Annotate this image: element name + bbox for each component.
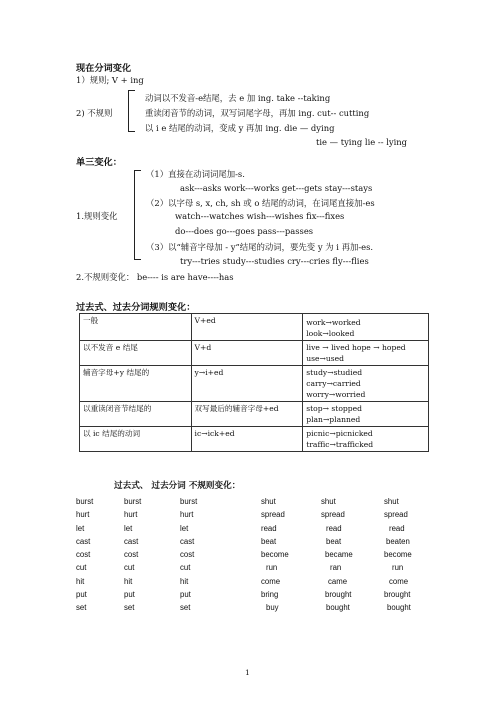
irregular-row: cost cost cost become became become: [76, 550, 412, 560]
example-cell: picnic→picnicked traffic→trafficked: [303, 427, 429, 452]
present-rule1: 1）规则; V + ing: [76, 75, 144, 85]
past-regular-title: 过去式、过去分词规则变化：: [76, 302, 196, 313]
method-cell: y→i+ed: [191, 366, 303, 402]
third-line: （2）以字母 s, x, ch, sh 或 o 结尾的动词，在词尾直接加-es: [146, 198, 375, 208]
third-title: 单三变化：: [76, 157, 122, 168]
present-line: tie — tying lie -- lying: [316, 137, 408, 147]
rule-cell: 以 ic 结尾的动词: [80, 427, 192, 452]
example-cell: live → lived hope → hoped use→used: [303, 341, 429, 366]
third-line: ask---asks work---works get---gets stay---stays: [180, 183, 373, 193]
irregular-row: hit hit hit come came come: [76, 576, 409, 586]
rule-cell: 一般: [80, 314, 192, 341]
third-line: （3）以“辅音字母加 - y”结尾的动词，要先变 y 为 i 再加-es.: [146, 242, 374, 252]
method-cell: 双写最后的辅音字母+ed: [191, 402, 303, 427]
past-irregular-title: 过去式、 过去分词 不规则变化：: [114, 481, 241, 491]
table-row: [80, 402, 429, 427]
table-row: [80, 427, 429, 452]
table-row: [80, 314, 429, 341]
irregular-row: put put put bring brought brought: [76, 590, 411, 600]
irregular-row: set set set buy bought bought: [76, 603, 411, 613]
table-row: [80, 366, 429, 402]
table-row: [80, 341, 429, 366]
third-line: watch---watches wish---wishes fix---fixes: [175, 211, 345, 221]
method-cell: V+d: [191, 341, 303, 366]
irregular-verb-list: [76, 497, 422, 617]
present-line: 动词以不发音-e结尾，去 e 加 ing. take --taking: [145, 93, 331, 103]
example-cell: study→studied carry→carried worry→worried: [303, 366, 429, 402]
present-brace: [128, 90, 135, 132]
page-number: 1: [245, 668, 250, 677]
method-cell: V+ed: [191, 314, 303, 341]
irregular-row: let let let read read read: [76, 523, 405, 533]
past-regular-table: [79, 313, 429, 452]
third-regular-label: 1.规则变化: [76, 211, 118, 221]
example-cell: stop→ stopped plan→planned: [303, 402, 429, 427]
rule-cell: 辅音字母+y 结尾的: [80, 366, 192, 402]
present-irregular-label: 2) 不规则: [76, 108, 113, 118]
irregular-row: burst burst burst shut shut shut: [76, 497, 399, 506]
third-irregular: 2.不规则变化： be---- is are have----has: [76, 272, 234, 282]
irregular-row: cast cast cast beat beat beaten: [76, 536, 410, 546]
method-cell: ic→ick+ed: [191, 427, 303, 452]
rule-cell: 以重读闭音节结尾的: [80, 402, 192, 427]
third-line: do---does go---goes pass---passes: [175, 226, 314, 236]
irregular-row: hurt hurt hurt spread spread spread: [76, 510, 408, 520]
irregular-row: cut cut cut run ran run: [76, 563, 404, 573]
third-line: （1）直接在动词词尾加-s.: [146, 169, 245, 179]
rule-cell: 以不发音 e 结尾: [80, 341, 192, 366]
present-line: 以 i e 结尾的动词，变成 y 再加 ing. die — dying: [145, 123, 335, 133]
example-cell: work→worked look→looked: [303, 314, 429, 341]
third-brace: [134, 170, 141, 260]
present-line: 重读闭音节的动词，双写词尾字母，再加 ing. cut-- cutting: [145, 108, 370, 118]
third-line: try---tries study---studies cry---cries fly---flies: [180, 256, 369, 266]
present-title: 现在分词变化: [76, 63, 132, 74]
